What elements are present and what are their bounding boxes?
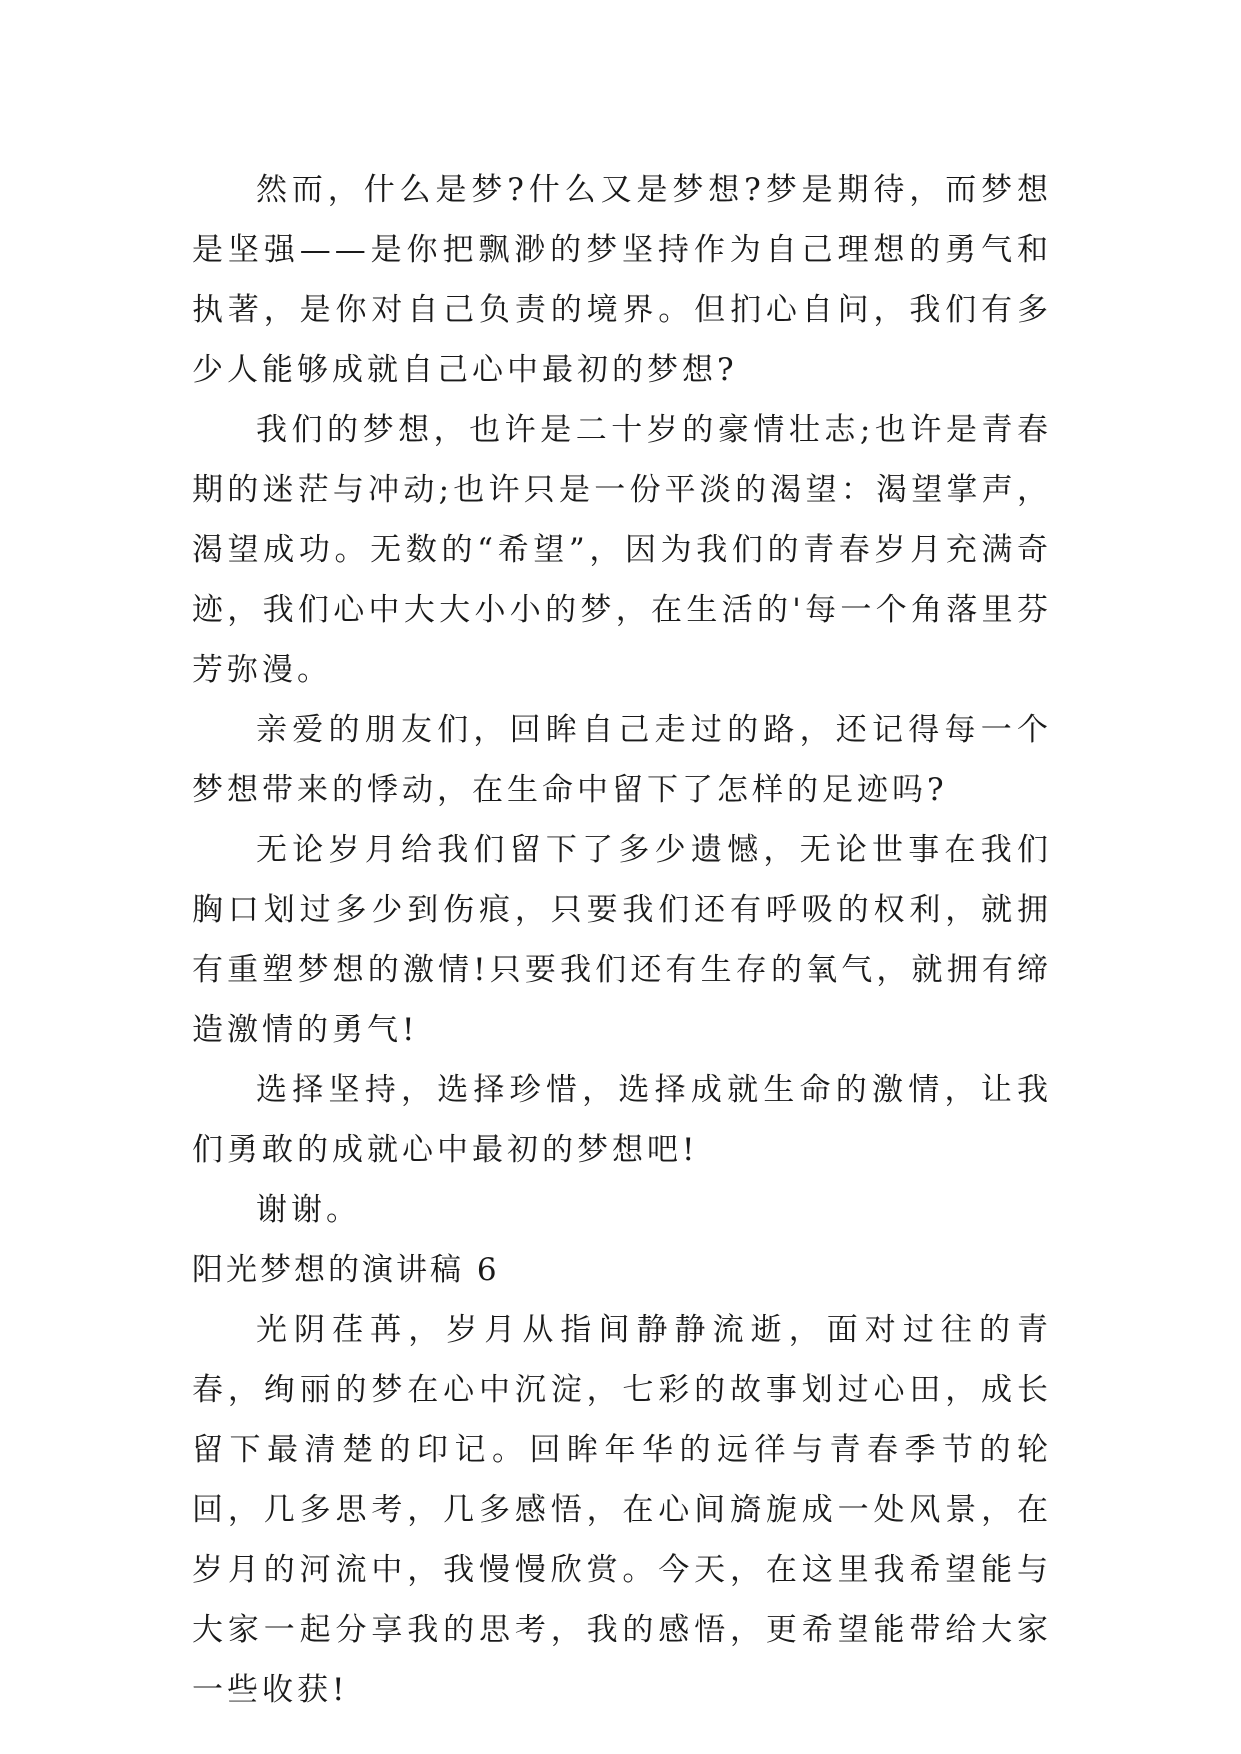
paragraph: 无论岁月给我们留下了多少遗憾，无论世事在我们胸口划过多少到伤痕，只要我们还有呼吸的权利，就拥有重塑梦想的激情!只要我们还有生存的氧气，就拥有缔造激情的勇气! — [192, 832, 1052, 1048]
section-heading: 阳光梦想的演讲稿 6 — [192, 1252, 500, 1288]
paragraph: 我们的梦想，也许是二十岁的豪情壮志;也许是青春期的迷茫与冲动;也许只是一份平淡的渴望：渴望掌声，渴望成功。无数的“希望”，因为我们的青春岁月充满奇迹，我们心中大大小小的梦，在生活的'每一个角落里芬芳弥漫。 — [192, 412, 1052, 688]
paragraph: 光阴荏苒，岁月从指间静静流逝，面对过往的青春，绚丽的梦在心中沉淀，七彩的故事划过心田，成长留下最清楚的印记。回眸年华的远徉与青春季节的轮回，几多思考，几多感悟，在心间旖旎成一处风景，在岁月的河流中，我慢慢欣赏。今天，在这里我希望能与大家一起分享我的思考，我的感悟，更希望能带给大家一些收获! — [192, 1312, 1052, 1708]
paragraph: 亲爱的朋友们，回眸自己走过的路，还记得每一个梦想带来的悸动，在生命中留下了怎样的足迹吗? — [192, 712, 1052, 808]
document-body — [192, 160, 1052, 1720]
paragraph: 谢谢。 — [256, 1192, 361, 1228]
paragraph: 选择坚持，选择珍惜，选择成就生命的激情，让我们勇敢的成就心中最初的梦想吧! — [192, 1072, 1052, 1168]
paragraph: 然而，什么是梦?什么又是梦想?梦是期待，而梦想是坚强——是你把飘渺的梦坚持作为自己理想的勇气和执著，是你对自己负责的境界。但扪心自问，我们有多少人能够成就自己心中最初的梦想? — [192, 172, 1052, 388]
